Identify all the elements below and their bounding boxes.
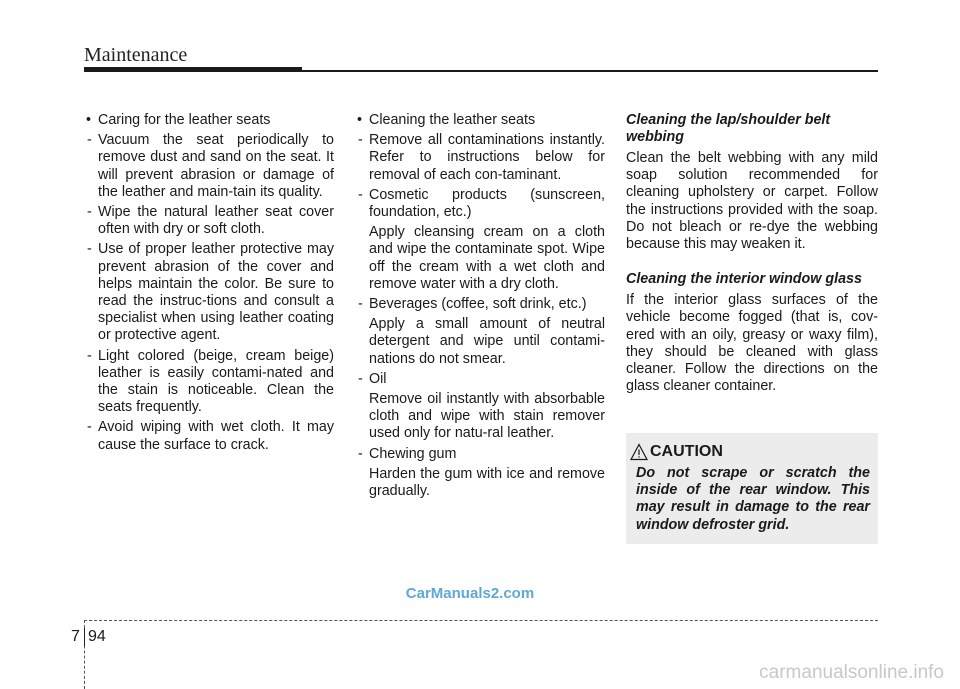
list-item: - Oil <box>355 371 605 388</box>
watermark-link[interactable]: CarManuals2.com <box>405 585 535 602</box>
section-text-glass: If the interior glass surfaces of the vehicle become fogged (that is, cov-ered with an oily, greasy or waxy film), they should be cleaned with glass cleaner. Follow the directions on the glass cleaner container. <box>626 292 878 395</box>
column-belt-glass <box>626 112 878 395</box>
list-item-detail: Remove oil instantly with absorbable cloth and wipe with stain remover used only for natu-ral leather. <box>369 391 605 442</box>
chapter-number: 7 <box>71 628 80 645</box>
page-header-title: Maintenance <box>84 44 188 66</box>
list-item: - Use of proper leather protective may prevent abrasion of the cover and helps maintain the color. Be sure to read the instruc-tions and consult a specialist when using leather coating or protective agent. <box>84 241 334 344</box>
section-heading-belt: Cleaning the lap/shoulder belt webbing <box>626 112 831 145</box>
caution-text: Do not scrape or scratch the inside of the rear window. This may result in damage to the rear window defroster grid. <box>636 465 870 533</box>
list-item-detail: Apply a small amount of neutral detergent and wipe until contami-nations do not smear. <box>369 316 605 367</box>
bullet-cleaning-leather: • Cleaning the leather seats <box>355 112 605 129</box>
list-item: - Vacuum the seat periodically to remove dust and sand on the seat. It will prevent abrasion or damage of the leather and main-tain its quality. <box>84 132 334 201</box>
list-item: - Remove all contaminations instantly. Refer to instructions below for removal of each con-taminant. <box>355 132 605 184</box>
list-item: - Avoid wiping with wet cloth. It may cause the surface to crack. <box>84 419 334 453</box>
caution-title: CAUTION <box>650 443 723 460</box>
list-item: - Cosmetic products (sunscreen, foundation, etc.) <box>355 187 605 221</box>
list-item: - Light colored (beige, cream beige) leather is easily contami-nated and the stain is noticeable. Clean the seats frequently. <box>84 348 334 417</box>
list-item: - Wipe the natural leather seat cover often with dry or soft cloth. <box>84 204 334 238</box>
bullet-caring-leather: • Caring for the leather seats <box>84 112 334 129</box>
column-leather-care <box>84 112 334 454</box>
header-rule-thin <box>302 70 878 72</box>
caution-box <box>626 433 878 544</box>
page-number-separator <box>84 628 85 646</box>
list-item-detail: Harden the gum with ice and remove gradually. <box>369 465 605 500</box>
site-watermark: carmanualsonline.info <box>759 662 944 683</box>
column-leather-cleaning <box>355 112 605 500</box>
page-number: 94 <box>88 628 106 645</box>
list-item-detail: Apply cleansing cream on a cloth and wipe the contaminate spot. Wipe off the cream with a wet cloth and remove water with a dry cloth. <box>369 224 605 292</box>
section-heading-glass: Cleaning the interior window glass <box>626 271 862 288</box>
section-text-belt: Clean the belt webbing with any mild soap solution recommended for cleaning upholstery or carpet. Follow the instructions provided with the soap. Do not bleach or re-dye the webbing because this may weaken it. <box>626 150 878 253</box>
list-item: - Beverages (coffee, soft drink, etc.) <box>355 296 605 313</box>
header-rule-thick <box>84 67 302 72</box>
footer-rule <box>84 620 878 621</box>
warning-triangle-icon <box>630 443 648 461</box>
list-item: - Chewing gum <box>355 446 605 463</box>
